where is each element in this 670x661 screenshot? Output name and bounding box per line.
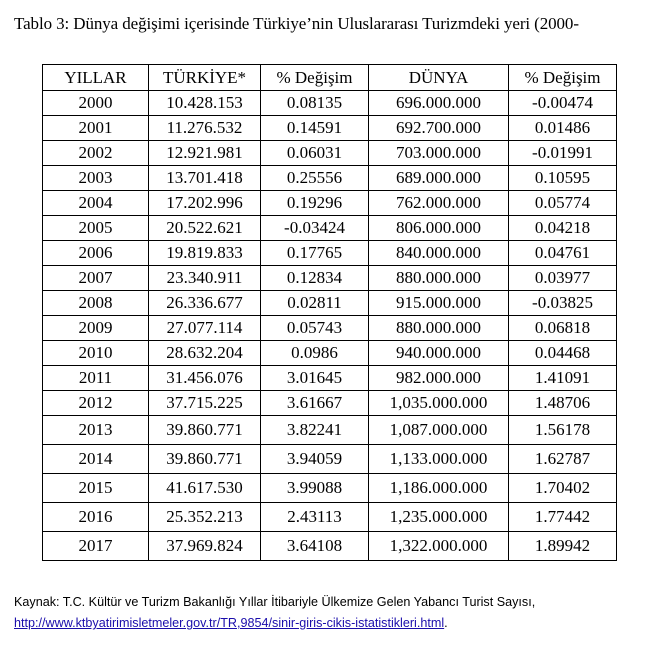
world-cell: 940.000.000 [369, 341, 509, 366]
world-cell: 696.000.000 [369, 91, 509, 116]
table-row [43, 366, 617, 391]
table-row [43, 141, 617, 166]
turkey-cell: 39.860.771 [149, 416, 261, 445]
year-cell: 2010 [43, 341, 149, 366]
world-cell: 880.000.000 [369, 316, 509, 341]
turkey-change-cell: 0.08135 [261, 91, 369, 116]
year-cell: 2011 [43, 366, 149, 391]
world-cell: 689.000.000 [369, 166, 509, 191]
turkey-cell: 26.336.677 [149, 291, 261, 316]
year-cell: 2003 [43, 166, 149, 191]
world-cell: 1,133.000.000 [369, 445, 509, 474]
world-cell: 762.000.000 [369, 191, 509, 216]
table-row [43, 266, 617, 291]
world-change-cell: 0.04761 [509, 241, 617, 266]
turkey-change-cell: 0.0986 [261, 341, 369, 366]
world-change-cell: 1.89942 [509, 532, 617, 561]
turkey-change-cell: 0.12834 [261, 266, 369, 291]
world-cell: 1,035.000.000 [369, 391, 509, 416]
world-change-cell: -0.00474 [509, 91, 617, 116]
table-row [43, 166, 617, 191]
world-change-cell: -0.01991 [509, 141, 617, 166]
world-change-cell: 0.05774 [509, 191, 617, 216]
turkey-change-cell: 3.01645 [261, 366, 369, 391]
world-change-cell: 0.01486 [509, 116, 617, 141]
table-body [43, 91, 617, 561]
table-row [43, 316, 617, 341]
world-change-cell: 1.48706 [509, 391, 617, 416]
world-change-cell: 1.70402 [509, 474, 617, 503]
tourism-table [42, 64, 617, 561]
world-change-cell: -0.03825 [509, 291, 617, 316]
table-row [43, 391, 617, 416]
year-cell: 2012 [43, 391, 149, 416]
world-cell: 982.000.000 [369, 366, 509, 391]
world-change-cell: 0.10595 [509, 166, 617, 191]
world-change-cell: 0.04468 [509, 341, 617, 366]
table-title: Tablo 3: Dünya değişimi içerisinde Türkiye’nin Uluslararası Turizmdeki yeri (2000- [14, 14, 579, 33]
year-cell: 2007 [43, 266, 149, 291]
turkey-cell: 20.522.621 [149, 216, 261, 241]
world-change-cell: 0.04218 [509, 216, 617, 241]
turkey-cell: 31.456.076 [149, 366, 261, 391]
table-row [43, 474, 617, 503]
year-cell: 2017 [43, 532, 149, 561]
year-cell: 2008 [43, 291, 149, 316]
table-row [43, 416, 617, 445]
year-cell: 2016 [43, 503, 149, 532]
world-change-cell: 1.77442 [509, 503, 617, 532]
turkey-cell: 37.969.824 [149, 532, 261, 561]
world-change-cell: 1.41091 [509, 366, 617, 391]
turkey-change-cell: 0.19296 [261, 191, 369, 216]
year-cell: 2013 [43, 416, 149, 445]
turkey-cell: 23.340.911 [149, 266, 261, 291]
world-change-cell: 1.62787 [509, 445, 617, 474]
world-change-cell: 1.56178 [509, 416, 617, 445]
year-cell: 2006 [43, 241, 149, 266]
turkey-change-cell: 0.25556 [261, 166, 369, 191]
source-trailing: . [444, 616, 448, 630]
world-cell: 840.000.000 [369, 241, 509, 266]
turkey-cell: 10.428.153 [149, 91, 261, 116]
source-link[interactable]: http://www.ktbyatirimisletmeler.gov.tr/TR,9854/sinir-giris-cikis-istatistikleri.html [14, 616, 445, 630]
table-row [43, 241, 617, 266]
col-header-turkey: TÜRKİYE* [149, 65, 261, 91]
source-text: Kaynak: T.C. Kültür ve Turizm Bakanlığı Yıllar İtibariyle Ülkemize Gelen Yabancı Turist Sayısı, [14, 595, 536, 609]
turkey-cell: 11.276.532 [149, 116, 261, 141]
world-cell: 1,087.000.000 [369, 416, 509, 445]
table-row [43, 216, 617, 241]
turkey-change-cell: 0.02811 [261, 291, 369, 316]
turkey-cell: 17.202.996 [149, 191, 261, 216]
world-cell: 1,322.000.000 [369, 532, 509, 561]
year-cell: 2000 [43, 91, 149, 116]
turkey-change-cell: 0.17765 [261, 241, 369, 266]
table-row [43, 503, 617, 532]
source-link-line [14, 613, 535, 634]
col-header-world: DÜNYA [369, 65, 509, 91]
turkey-change-cell: 0.14591 [261, 116, 369, 141]
turkey-cell: 27.077.114 [149, 316, 261, 341]
source-note [14, 592, 535, 634]
world-cell: 915.000.000 [369, 291, 509, 316]
world-cell: 806.000.000 [369, 216, 509, 241]
turkey-cell: 12.921.981 [149, 141, 261, 166]
year-cell: 2005 [43, 216, 149, 241]
year-cell: 2014 [43, 445, 149, 474]
world-cell: 1,235.000.000 [369, 503, 509, 532]
col-header-turkey-change: % Değişim [261, 65, 369, 91]
year-cell: 2015 [43, 474, 149, 503]
turkey-cell: 13.701.418 [149, 166, 261, 191]
turkey-change-cell: 2.43113 [261, 503, 369, 532]
turkey-cell: 37.715.225 [149, 391, 261, 416]
turkey-change-cell: 3.94059 [261, 445, 369, 474]
turkey-change-cell: 3.61667 [261, 391, 369, 416]
year-cell: 2004 [43, 191, 149, 216]
col-header-years: YILLAR [43, 65, 149, 91]
table-row [43, 445, 617, 474]
turkey-cell: 39.860.771 [149, 445, 261, 474]
table-row [43, 291, 617, 316]
year-cell: 2009 [43, 316, 149, 341]
table-row [43, 191, 617, 216]
year-cell: 2001 [43, 116, 149, 141]
col-header-world-change: % Değişim [509, 65, 617, 91]
turkey-change-cell: -0.03424 [261, 216, 369, 241]
world-cell: 692.700.000 [369, 116, 509, 141]
turkey-change-cell: 3.99088 [261, 474, 369, 503]
turkey-cell: 41.617.530 [149, 474, 261, 503]
world-cell: 703.000.000 [369, 141, 509, 166]
year-cell: 2002 [43, 141, 149, 166]
table-row [43, 116, 617, 141]
world-change-cell: 0.06818 [509, 316, 617, 341]
world-change-cell: 0.03977 [509, 266, 617, 291]
turkey-change-cell: 3.64108 [261, 532, 369, 561]
table-row [43, 341, 617, 366]
header-row [43, 65, 617, 91]
table-row [43, 91, 617, 116]
turkey-cell: 19.819.833 [149, 241, 261, 266]
world-cell: 880.000.000 [369, 266, 509, 291]
turkey-cell: 25.352.213 [149, 503, 261, 532]
turkey-change-cell: 0.06031 [261, 141, 369, 166]
turkey-change-cell: 3.82241 [261, 416, 369, 445]
table-row [43, 532, 617, 561]
turkey-cell: 28.632.204 [149, 341, 261, 366]
world-cell: 1,186.000.000 [369, 474, 509, 503]
turkey-change-cell: 0.05743 [261, 316, 369, 341]
